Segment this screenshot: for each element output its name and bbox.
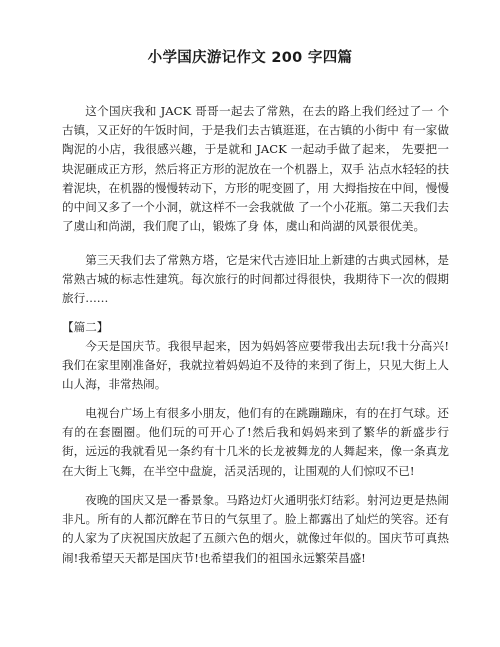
paragraph-1: 这个国庆我和 JACK 哥哥一起去了常熟，在去的路上我们经过了一 个古镇，又正好的午饭时间，于是我们去古镇逛逛，在古镇的小街中 有一家做陶泥的小店，我很感兴趣，于是就和 JACK 一起动手做了起来， 先要把一块泥砸成正方形，然后将正方形的泥放在一个机器上，双手 沾点水轻轻的扶着泥块，在机器的慢慢转动下，方形的呢变圆了，用 大拇指按在中间，慢慢的中间又多了一个小洞，就这样不一会我就做 了一个小花瓶。第二天我们去了虞山和尚湖，我们爬了山，锻炼了身 体，虞山和尚湖的风景很优美。	[62, 104, 449, 234]
section2-paragraph-3: 夜晚的国庆又是一番景象。马路边灯火通明张灯结彩。射河边更是热闹非凡。所有的人都沉醉在节日的气氛里了。脸上都露出了灿烂的笑容。还有的人家为了庆祝国庆放起了五颜六色的烟火，就像过年似的。国庆节可真热闹!我希望天天都是国庆节!也希望我们的祖国永远繁荣昌盛!	[62, 493, 449, 565]
document-title: 小学国庆游记作文 200 字四篇	[147, 50, 353, 66]
section2-paragraph-1: 今天是国庆节。我很早起来，因为妈妈答应要带我出去玩!我十分高兴!我们在家里刚准备好，我就拉着妈妈迫不及待的来到了街上，只见大街上人山人海，非常热闹。	[62, 339, 449, 392]
paragraph-2: 第三天我们去了常熟方塔，它是宋代古迹旧址上新建的古典式园林，是常熟古城的标志性建筑。每次旅行的时间都过得很快，我期待下一次的假期旅行……	[62, 253, 449, 306]
section-label: 【篇二】	[62, 320, 109, 334]
section2-paragraph-2: 电视台广场上有很多小朋友，他们有的在跳蹦蹦床，有的在打气球。还有的在套圈圈。他们玩的可开心了!然后我和妈妈来到了繁华的新盛步行街，远远的我就看见一条约有十几米的长龙被舞龙的人舞起来，像一条真龙在大街上飞舞，在半空中盘旋，活灵活现的，让围观的人们惊叹不已!	[62, 406, 449, 478]
